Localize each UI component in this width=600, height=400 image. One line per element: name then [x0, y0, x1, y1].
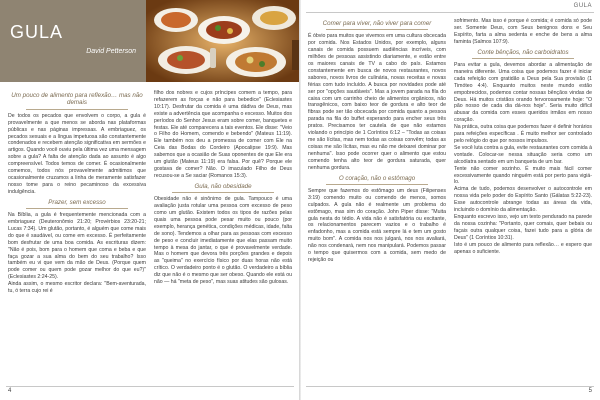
section-heading: O coração, não o estômago: [338, 174, 416, 182]
heading-rule: [26, 208, 128, 209]
right-page: [300, 0, 600, 400]
section-heading: Conte bênçãos, não carboidratos: [477, 48, 569, 56]
title-box: [0, 0, 146, 82]
paragraph: É óbvio para muitos que vivemos em uma cultura obcecada por comida. Nos Estados Unidos, por exemplo, alguns canais de comida possuem audiências incríveis, com milhões de pessoas assistindo diariamente, e estão entre os maiores canais de TV a cabo do país. Estamos constantemente em busca de novos restaurantes, novos sabores, novos livros de culinária, novas receitas e novas férias com tudo incluído. A busca por novidades pode até ser por "opções saudáveis". Mas a jovem parada na fila do caixa com um carrinho cheio de alimentos orgânicos, não transgênicos, com baixo teor de gordura e alto teor de fibras pode ser tão obcecada por comida quanto a pessoa parada na fila do buffet esperando para encher seus três pratos. Precisamos ter cautela de que não estamos violando o princípio de 1 Coríntios 6:12 – "Todas as coisas me são lícitas, mas nem todas as coisas convêm; todas as coisas me são lícitas, mas eu não me deixarei dominar por nenhuma". Isso pode ocorrer quer o alimento que estou comendo tenha alto teor de gordura saturada, quer nenhuma gordura.: [308, 33, 446, 171]
paragraph: Na prática, outra coisa que podemos fazer é definir horários para refeições específicas . É muito melhor ser controlado pelo relógio do que por nossos impulsos.: [454, 124, 592, 144]
footer-rule: [306, 386, 594, 387]
paragraph: Na Bíblia, a gula é frequentemente mencionada com a embriaguez (Deuteronômio 21:20; Provérbios 23:20-21; Lucas 7:34). Um glutão, portanto, é alguém que come mais do que é saudável, ou come em excesso. É perfeitamente bom desfrutar de uma boa comida. As escrituras dizem: "Não é pois, bom para o homem que coma e beba e que faça gozar a sua alma do bem do seu trabalho? Isso também eu vi que vem da mão de Deus. (Porque quem pode comer ou quem pode gozar melhor do que eu?)" (Eclesiastes 2:24-25).: [8, 212, 146, 281]
heading-rule: [326, 184, 428, 185]
page-gutter: [299, 0, 301, 400]
section-heading: Prazer, sem excesso: [48, 198, 106, 206]
heading-rule: [326, 29, 428, 30]
paragraph: Obesidade não é sinônimo de gula. Tampouco é uma avaliação justa rotular uma pessoa com excesso de peso como um glutão. Existem todos os tipos de razões pelas quais uma pessoa pode pesar muito ou pouco (por exemplo, herança genética, condições médicas, idade, falta de sono). Tendemos a olhar para as pessoas com excesso de peso e concluir imediatamente que elas passam muito tempo à mesa do jantar, o que é provavelmente verdade. Mas o homem que devora três porções grandes e depois as "queima" no exercício físico por duas horas não está crítico. O verdadeiro ponto é o glutão. O verdadeiro a bíblia diz que não é o mesmo que ser obeso. Quando ele está ou não — há "meta de peso", mas suas atitudes são gulosas.: [154, 196, 292, 286]
heading-rule: [472, 58, 574, 59]
heading-rule: [26, 109, 128, 110]
footer-rule: [6, 386, 294, 387]
paragraph: Se você luta contra a gula, evite restaurantes com comida à vontade. Colocar-se nessa situação seria como um alcoólatra sentado em um banqueta de um bar.: [454, 144, 592, 165]
paragraph: De todos os pecados que envolvem o corpo, a gula é provavelmente a que menos se aborda nas plataformas públicas e nas páginas impressas. A embriaguez, os pecados sexuais e a língua impetuosa são constantemente condenados e recebem atenção significativa em sermões e artigos. Quando você ouviu pela última vez uma mensagem sobre a gula? A falta de atenção dada ao assunto é algo compreensível. Todos temos de comer. É ocasionalmente comemos, todos nós provavelmente admitimos que ocasionalmente cruzamos a linha de meramente satisfazer nosso tome para o reino pecaminoso da excessiva indulgência.: [8, 112, 146, 195]
paragraph: Tente não comer sozinho. É muito mais fácil comer excessivamente quando ninguém está por perto para vigiá-lo.: [454, 165, 592, 186]
right-column-2: [454, 18, 592, 255]
section-heading: Comer para viver, não viver para comer: [322, 20, 432, 27]
paragraph: sofrimento. Mas isso é porque é comida; é comida só pode ser. Somente Deus, com Seus benignos dons e Seu Espírito, farta a alma sedenta e enche de bens a alma faminta (Salmos 107:9).: [454, 18, 592, 45]
running-head: GULA: [573, 3, 592, 9]
food-table-photo-icon: [146, 0, 300, 82]
section-heading: Gula, não obesidade: [194, 182, 252, 190]
heading-rule: [172, 192, 274, 193]
paragraph: Acima de tudo, podemos desenvolver o autocontrole em nossa vida pelo poder do Espírito Santo (Gálatas 5:22-23). Esse autocontrole abrange todas as áreas da vida, incluindo o domínio da alimentação.: [454, 186, 592, 214]
paragraph: Ainda assim, o mesmo escritor declara: "Bem-aventurada, tu, ó terra cujo rei é: [8, 281, 146, 295]
paragraph: Enquanto escrevo isso, vejo um texto pendurado na parede da nossa cozinha: "Portanto, quer comais, quer bebais ou façais outra qualquer coisa, fazei tudo para a glória de Deus" (1 Coríntios 10:31).: [454, 213, 592, 241]
page-number: 4: [8, 388, 12, 394]
left-column-2: [154, 90, 292, 286]
paragraph: Sempre que fazemos do estômago um deus (Filipenses 3:19) comendo muito ou comendo de menos, somos culpados. A gula não é realmente um problema do estômago, mas sim do coração. John Piper disse: "Muita gula nesta do tédio. A vida não é satisfatória ou excitante, os relacionamentos parecem vazios e o trabalho é enfadonho, mas a comida está sempre lá e tem um gosto muito bom". A comida nos nos julgará, nos nos avaliará, não nos condenará, nem nos manipulará. Podemos passar o tempo que quisermos com a comida, sem medo de rejeição ou: [308, 187, 446, 263]
food-photo: [146, 0, 300, 82]
article-author: David Petterson: [86, 48, 136, 55]
article-title: GULA: [10, 22, 64, 42]
section-heading: Um pouco de alimento para reflexão… mas não demais: [11, 92, 143, 107]
title-banner: [0, 0, 300, 82]
paragraph: Isto é um pouco de alimento para reflexão… e espero que apenas o suficiente.: [454, 241, 592, 255]
paragraph: filho dos nobres e cujos príncipes comem a tempo, para refazerem as forças e não para bebedice" (Eclesiastes 10:17). Desfrutar da comida é uma dádiva de Deus, mas existe a advertência que acompanha o excesso. Muitos dos períodos do Senhor Jesus eram sobre comer, banquetes e festas. Ele até comparecera a tais eventos. Ele disse: "Veio o Filho do Homem, comendo e bebendo" (Mateus 11:19). Ele também nos deu a promessa de comer com Ele na Ceia das Bodas do Cordeiro (Apocalipse 19:9). Mas sabemos que a ocasião de Suas oponentes de que Ele era um glutão (Mateus 11:19) era falsa. Por quê? Porque ele gostava de comer? Não. O imaculado Filho de Deus recusou-se a Se saciar (Romanos 15:3).: [154, 90, 292, 179]
left-column-1: [8, 90, 146, 295]
right-column-1: [308, 18, 446, 264]
paragraph: Para evitar a gula, devemos abordar a alimentação de maneira diferente. Uma coisa que podemos fazer é iniciar cada refeição com gratidão a Deus pela Sua provisão (1 Timóteo 4:4). Enquanto muitos neste mundo estão empobrecidos, podemos contar nossas bênçãos vindas de Deus. Há muitos cristãos orando fervorosamente hoje: "O pão nosso de cada dia dá-nos hoje". Seria muito difícil abusar da comida com esses queridos irmãos em nosso coração.: [454, 62, 592, 124]
page-number: 5: [588, 388, 592, 394]
header-rule: [306, 12, 594, 13]
